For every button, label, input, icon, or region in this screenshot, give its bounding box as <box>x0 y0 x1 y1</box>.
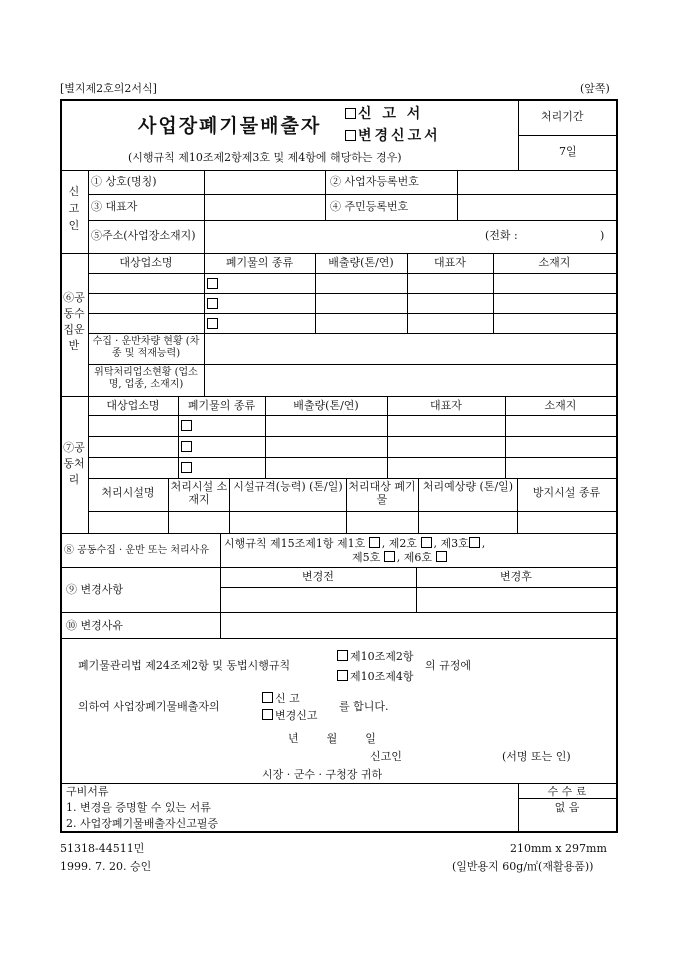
s7-col-amount: 배출량(톤/연) <box>293 399 359 412</box>
docs-item-2: 2. 사업장폐기물배출자신고필증 <box>66 817 219 830</box>
field-resident-reg-no: ④ 주민등록번호 <box>330 200 409 213</box>
checkbox[interactable] <box>345 130 356 141</box>
s8-label: ⑧ 공동수집 · 운반 또는 처리사유 <box>64 545 209 556</box>
fee-value: 없 음 <box>554 801 580 814</box>
s9-label: ⑨ 변경사항 <box>66 583 124 596</box>
s8-reason-line2: 제5호 , 제6호 <box>352 551 449 565</box>
form-title: 사업장폐기물배출자 <box>138 115 322 137</box>
decl-addressee: 시장 · 군수 · 구청장 귀하 <box>262 768 383 781</box>
field-business-reg-no: ② 사업자등록번호 <box>330 175 419 188</box>
decl-option-10-4: 제10조제4항 <box>337 670 414 684</box>
option-report: 신 고 서 <box>345 106 423 122</box>
decl-sign: (서명 또는 인) <box>502 750 571 763</box>
reporter-section-label: 신고인 <box>68 185 80 233</box>
section6-label: ⑥공동수집운반 <box>63 291 85 352</box>
checkbox[interactable] <box>181 462 192 473</box>
decl-date: 년 월 일 <box>288 732 376 745</box>
checkbox[interactable] <box>262 709 273 720</box>
s6-col-business: 대상업소명 <box>119 256 173 269</box>
field-representative: ③ 대표자 <box>91 200 138 213</box>
checkbox[interactable] <box>262 692 273 703</box>
s7-fac-name: 처리시설명 <box>101 486 155 499</box>
form-number: [별지제2호의2서식] <box>60 82 157 95</box>
checkbox[interactable] <box>369 537 380 548</box>
s6-col-location: 소재지 <box>538 256 571 269</box>
decl-signer: 신고인 <box>370 750 402 763</box>
checkbox[interactable] <box>384 551 395 562</box>
s6-col-waste-type: 폐기물의 종류 <box>225 256 294 269</box>
checkbox[interactable] <box>436 551 447 562</box>
form-subtitle: (시행규칙 제10조제2항제3호 및 제4항에 해당하는 경우) <box>128 151 402 164</box>
s7-fac-prevention: 방지시설 종류 <box>532 486 601 499</box>
s7-col-location: 소재지 <box>544 399 577 412</box>
decl-option-change: 변경신고 <box>262 709 318 723</box>
decl-line2: 의하여 사업장폐기물배출자의 <box>78 700 220 713</box>
s6-vehicle-status: 수집 · 운반차량 현황 (차종 및 적재능력) <box>92 336 200 359</box>
s10-label: ⑩ 변경사유 <box>66 619 124 632</box>
docs-item-1: 1. 변경을 증명할 수 있는 서류 <box>66 801 211 814</box>
footer-paper: (일반용지 60g/㎡(재활용품)) <box>452 860 594 873</box>
field-company-name: ① 상호(명칭) <box>91 175 157 188</box>
s7-fac-capacity: 시설규격(능력) (톤/일) <box>233 480 343 493</box>
s7-col-representative: 대표자 <box>430 399 462 412</box>
checkbox[interactable] <box>207 298 218 309</box>
fee-label: 수 수 료 <box>547 785 587 798</box>
s8-reason-line1: 시행규칙 제15조제1항 제1호 , 제2호 , 제3호 , <box>224 537 486 550</box>
s7-fac-target: 처리대상 폐기물 <box>348 480 416 506</box>
field-phone: (전화 : <box>485 229 518 242</box>
checkbox[interactable] <box>337 670 348 681</box>
s7-col-business: 대상업소명 <box>106 399 160 412</box>
decl-line2-end: 를 합니다. <box>339 700 389 713</box>
checkbox[interactable] <box>421 537 432 548</box>
s6-col-amount: 배출량(톤/연) <box>328 256 394 269</box>
checkbox[interactable] <box>181 420 192 431</box>
footer-approved: 1999. 7. 20. 승인 <box>60 860 152 873</box>
decl-line1: 폐기물관리법 제24조제2항 및 동법시행규칙 <box>78 659 291 672</box>
checkbox[interactable] <box>207 278 218 289</box>
field-phone-close: ) <box>600 229 605 242</box>
decl-line1-end: 의 규정에 <box>425 659 472 672</box>
checkbox[interactable] <box>345 108 356 119</box>
option-change-report: 변경신고서 <box>345 128 441 144</box>
s9-after: 변경후 <box>500 570 532 583</box>
s6-col-representative: 대표자 <box>434 256 466 269</box>
checkbox[interactable] <box>469 537 480 548</box>
field-address: ⑤주소(사업장소재지) <box>91 229 196 242</box>
decl-option-report: 신 고 <box>262 692 300 706</box>
checkbox[interactable] <box>181 441 192 452</box>
section7-label: ⑦공동처리 <box>63 441 85 486</box>
s7-col-waste-type: 폐기물의 종류 <box>187 399 256 412</box>
decl-option-10-2: 제10조제2항 <box>337 650 414 664</box>
processing-period-value: 7일 <box>559 145 577 158</box>
checkbox[interactable] <box>207 318 218 329</box>
s6-consign-status: 위탁처리업소현황 (업소명, 업종, 소재지) <box>94 367 198 390</box>
s9-before: 변경전 <box>302 570 334 583</box>
docs-label: 구비서류 <box>66 785 109 798</box>
s7-fac-location: 처리시설 소재지 <box>170 480 228 506</box>
footer-size: 210mm x 297mm <box>510 842 607 855</box>
processing-period-label: 처리기간 <box>541 110 584 123</box>
footer-code: 51318-44511민 <box>60 842 145 855</box>
s7-fac-expected: 처리예상량 (톤/일) <box>422 480 514 493</box>
checkbox[interactable] <box>337 650 348 661</box>
page-side: (앞쪽) <box>580 82 610 95</box>
